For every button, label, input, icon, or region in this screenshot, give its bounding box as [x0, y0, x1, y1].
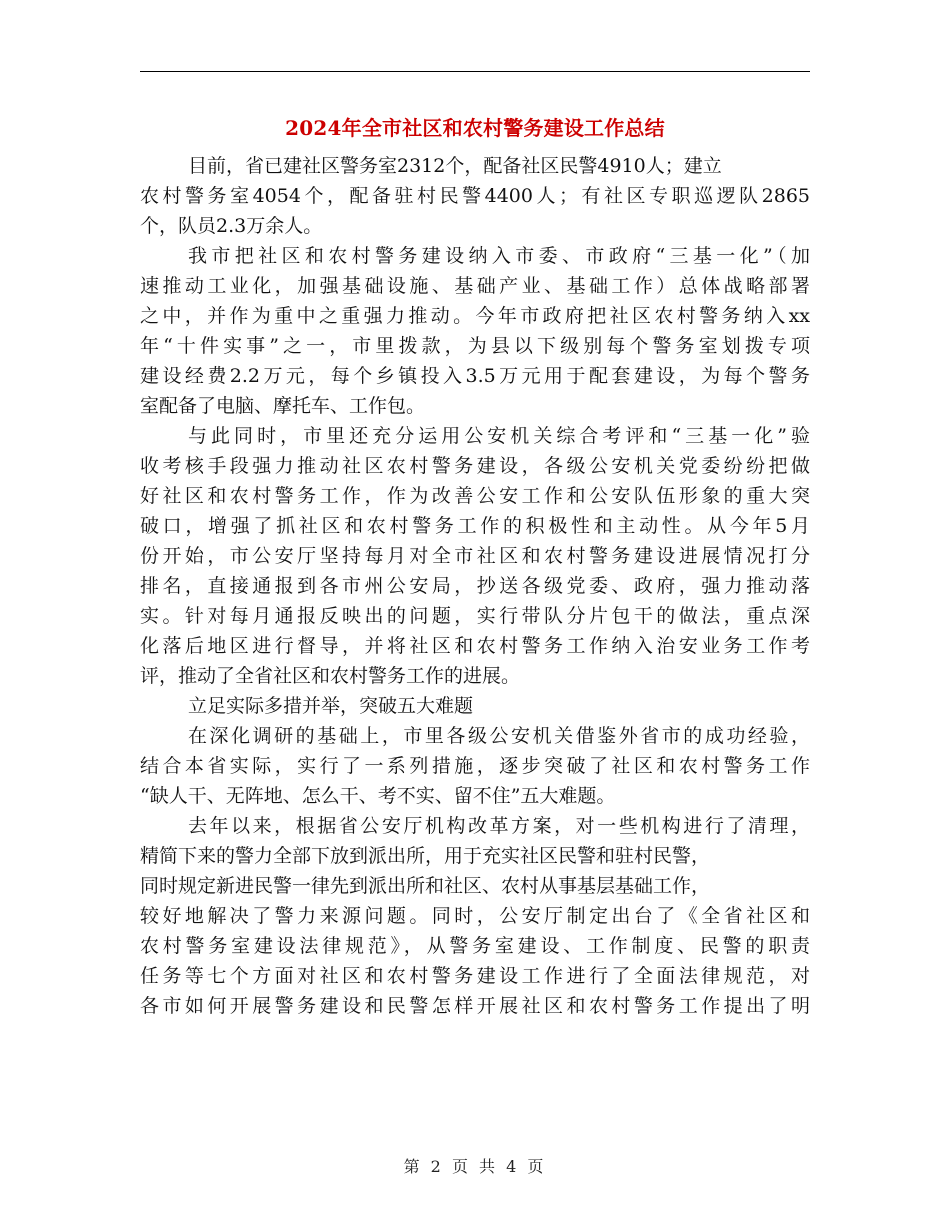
body-line: 各市如何开展警务建设和民警怎样开展社区和农村警务工作提出了明 — [140, 995, 810, 1017]
body-line: 目前，省已建社区警务室2312个，配备社区民警4910人；建立 — [188, 155, 722, 177]
body-line: 去年以来，根据省公安厅机构改革方案，对一些机构进行了清理， — [188, 815, 810, 837]
body-line: “缺人干、无阵地、怎么干、考不实、留不住”五大难题。 — [140, 785, 616, 807]
body-line: 结合本省实际，实行了一系列措施，逐步突破了社区和农村警务工作 — [140, 755, 810, 777]
body-line: 评，推动了全省社区和农村警务工作的进展。 — [140, 665, 521, 687]
body-line: 任务等七个方面对社区和农村警务建设工作进行了全面法律规范，对 — [140, 965, 810, 987]
body-line: 建设经费2.2万元，每个乡镇投入3.5万元用于配套建设，为每个警务 — [140, 365, 810, 387]
body-line: 在深化调研的基础上，市里各级公安机关借鉴外省市的成功经验， — [188, 725, 810, 747]
body-line: 年“十件实事”之一，市里拨款，为县以下级别每个警务室划拨专项 — [140, 335, 810, 357]
body-line: 排名，直接通报到各市州公安局，抄送各级党委、政府，强力推动落 — [140, 575, 810, 597]
body-line: 同时规定新进民警一律先到派出所和社区、农村从事基层基础工作， — [140, 875, 711, 897]
body-line: 之中，并作为重中之重强力推动。今年市政府把社区农村警务纳入xx — [140, 305, 810, 327]
document-title: 2024年全市社区和农村警务建设工作总结 — [285, 116, 665, 140]
body-line: 速推动工业化，加强基础设施、基础产业、基础工作）总体战略部署 — [140, 275, 810, 297]
body-line: 农村警务室建设法律规范》，从警务室建设、工作制度、民警的职责 — [140, 935, 810, 957]
body-line: 室配备了电脑、摩托车、工作包。 — [140, 395, 426, 417]
body-line: 个，队员2.3万余人。 — [140, 215, 323, 237]
body-line: 破口，增强了抓社区和农村警务工作的积极性和主动性。从今年5月 — [140, 515, 810, 537]
body-line: 农村警务室4054个，配备驻村民警4400人；有社区专职巡逻队2865 — [140, 185, 810, 207]
document-body — [140, 151, 810, 1021]
page-number: 第 2 页 共 4 页 — [403, 1157, 547, 1176]
section-heading: 立足实际多措并举，突破五大难题 — [188, 695, 474, 717]
body-line: 与此同时，市里还充分运用公安机关综合考评和“三基一化”验 — [188, 425, 810, 447]
body-line: 精简下来的警力全部下放到派出所，用于充实社区民警和驻村民警， — [140, 845, 711, 867]
body-line: 较好地解决了警力来源问题。同时，公安厅制定出台了《全省社区和 — [140, 905, 810, 927]
body-line: 份开始，市公安厅坚持每月对全市社区和农村警务建设进展情况打分 — [140, 545, 810, 567]
body-line: 好社区和农村警务工作，作为改善公安工作和公安队伍形象的重大突 — [140, 485, 810, 507]
header-rule — [140, 71, 810, 72]
body-line: 我市把社区和农村警务建设纳入市委、市政府“三基一化”（加 — [188, 245, 810, 267]
body-line: 实。针对每月通报反映出的问题，实行带队分片包干的做法，重点深 — [140, 605, 810, 627]
body-line: 收考核手段强力推动社区农村警务建设，各级公安机关党委纷纷把做 — [140, 455, 810, 477]
body-line: 化落后地区进行督导，并将社区和农村警务工作纳入治安业务工作考 — [140, 635, 810, 657]
